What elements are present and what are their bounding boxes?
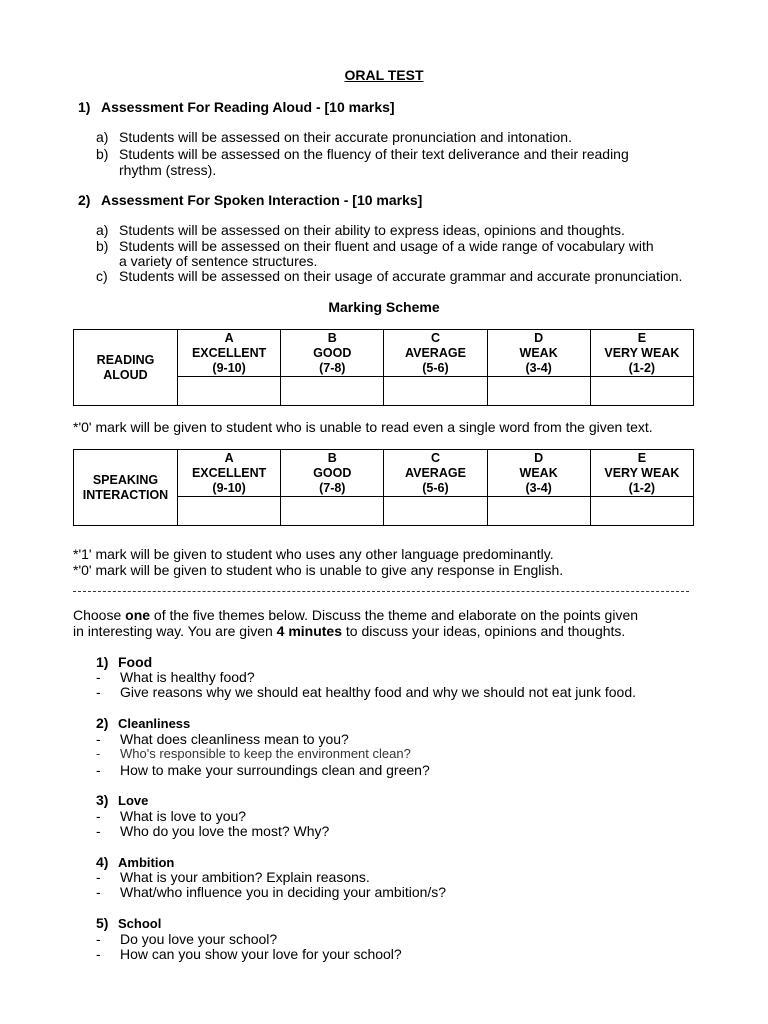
theme-point-text: How to make your surroundings clean and green?: [120, 762, 430, 778]
grade-range: (7-8): [319, 481, 346, 495]
theme-2-number: 2): [96, 715, 109, 731]
theme-1-name: Food: [118, 654, 153, 670]
theme-3-point-1: [96, 808, 246, 824]
grade-range: (9-10): [212, 481, 246, 495]
grade-label: EXCELLENT: [191, 466, 267, 480]
theme-4-point-2: [96, 884, 446, 900]
section-2-item-b-text-line1: Students will be assessed on their fluent and usage of a wide range of vocabulary with: [119, 238, 654, 254]
grade-range: (3-4): [525, 361, 552, 375]
grade-b-header: [281, 330, 384, 377]
grade-label: AVERAGE: [405, 346, 466, 360]
theme-point-text: What is your ambition? Explain reasons.: [120, 869, 370, 885]
section-2-item-a-text: Students will be assessed on their ability to express ideas, opinions and thoughts.: [119, 222, 625, 238]
page-title: ORAL TEST: [344, 67, 424, 83]
speaking-note-2: *'0' mark will be given to student who is unable to give any response in English.: [73, 562, 564, 578]
mark-cell-e: [590, 497, 693, 526]
grade-range: (9-10): [212, 361, 246, 375]
grade-a-header: [178, 330, 281, 377]
grade-a-header: [178, 450, 281, 497]
grade-letter: C: [430, 331, 440, 345]
theme-3-name: Love: [118, 793, 149, 808]
grade-letter: D: [534, 451, 544, 465]
mark-cell-d: [487, 497, 590, 526]
theme-5-point-2: [96, 946, 402, 962]
grade-label: VERY WEAK: [604, 346, 680, 360]
row-header-line2: ALOUD: [103, 367, 148, 382]
bullet-dash: -: [96, 731, 101, 747]
section-1-number: 1): [78, 99, 91, 115]
mark-cell-c: [384, 497, 487, 526]
theme-point-text: What is healthy food?: [120, 669, 255, 685]
mark-cell-e: [590, 377, 693, 406]
section-1-item-a-letter: a): [96, 129, 109, 145]
grade-range: (5-6): [422, 361, 449, 375]
grade-letter: B: [327, 451, 337, 465]
grade-e-header: [590, 330, 693, 377]
mark-cell-d: [487, 377, 590, 406]
section-2-number: 2): [78, 192, 91, 208]
grade-label: GOOD: [313, 346, 352, 360]
speaking-interaction-row-header: [74, 450, 178, 526]
theme-point-text: Give reasons why we should eat healthy food and why we should not eat junk food.: [120, 684, 636, 700]
row-header-line2: INTERACTION: [82, 487, 169, 502]
section-2-heading: Assessment For Spoken Interaction - [10 marks]: [101, 192, 423, 208]
instructions-emphasis: one: [125, 607, 151, 623]
instructions-text: in interesting way. You are given: [73, 623, 277, 639]
instructions-line-1: [73, 607, 638, 623]
section-1-item-b-text-line1: Students will be assessed on the fluency of their text deliverance and their reading: [119, 146, 629, 162]
theme-2-point-1: [96, 731, 349, 747]
theme-4-point-1: [96, 869, 370, 885]
marking-scheme-title: Marking Scheme: [328, 299, 440, 315]
grade-label: GOOD: [313, 466, 352, 480]
grade-letter: E: [637, 451, 647, 465]
grade-c-header: [384, 450, 487, 497]
grade-d-header: [487, 450, 590, 497]
row-header-line1: SPEAKING: [92, 472, 159, 487]
theme-3-point-2: [96, 823, 329, 839]
theme-4-name: Ambition: [118, 855, 175, 870]
bullet-dash: -: [96, 823, 101, 839]
bullet-dash: -: [96, 884, 101, 900]
bullet-dash: -: [96, 669, 101, 685]
grade-label: VERY WEAK: [604, 466, 680, 480]
grade-letter: C: [430, 451, 440, 465]
speaking-note-1: *'1' mark will be given to student who uses any other language predominantly.: [73, 546, 554, 562]
reading-aloud-note: *'0' mark will be given to student who is unable to read even a single word from the given text.: [73, 419, 653, 435]
grade-letter: E: [637, 331, 647, 345]
reading-aloud-marking-table: [73, 329, 694, 406]
theme-point-text: What is love to you?: [120, 808, 247, 824]
theme-5-name: School: [118, 916, 162, 931]
section-1-item-a-text: Students will be assessed on their accurate pronunciation and intonation.: [119, 129, 572, 145]
section-2-item-a-letter: a): [96, 222, 109, 238]
mark-cell-b: [281, 497, 384, 526]
grade-label: AVERAGE: [405, 466, 466, 480]
mark-cell-a: [178, 497, 281, 526]
grade-label: WEAK: [519, 466, 558, 480]
section-1-item-b-text-line2: rhythm (stress).: [119, 162, 217, 178]
bullet-dash: -: [96, 931, 101, 947]
theme-1-point-2: [96, 684, 636, 700]
theme-4-number: 4): [96, 854, 109, 870]
mark-cell-c: [384, 377, 487, 406]
grade-range: (1-2): [628, 481, 656, 495]
grade-e-header: [590, 450, 693, 497]
theme-point-text: Who do you love the most? Why?: [120, 823, 330, 839]
grade-range: (3-4): [525, 481, 552, 495]
grade-letter: D: [534, 331, 544, 345]
section-1-item-b-letter: b): [96, 146, 109, 162]
grade-letter: A: [224, 331, 234, 345]
mark-cell-a: [178, 377, 281, 406]
grade-label: WEAK: [519, 346, 558, 360]
speaking-interaction-marking-table: [73, 449, 694, 526]
grade-label: EXCELLENT: [191, 346, 267, 360]
row-header-line1: READING: [96, 352, 155, 367]
theme-1-point-1: [96, 669, 255, 685]
mark-cell-b: [281, 377, 384, 406]
grade-range: (7-8): [319, 361, 346, 375]
grade-range: (1-2): [628, 361, 656, 375]
theme-5-number: 5): [96, 915, 109, 931]
theme-2-point-3: [96, 762, 430, 778]
theme-1-number: 1): [96, 654, 109, 670]
bullet-dash: -: [96, 762, 101, 778]
theme-point-text: Who's responsible to keep the environment clean?: [120, 746, 411, 761]
grade-c-header: [384, 330, 487, 377]
instructions-text: of the five themes below. Discuss the theme and elaborate on the points given: [150, 607, 639, 623]
instructions-text: Choose: [73, 607, 126, 623]
grade-b-header: [281, 450, 384, 497]
theme-5-point-1: [96, 931, 277, 947]
grade-letter: B: [327, 331, 337, 345]
theme-point-text: How can you show your love for your school?: [120, 946, 402, 962]
bullet-dash: -: [96, 946, 101, 962]
section-2-item-b-text-line2: a variety of sentence structures.: [119, 253, 318, 269]
instructions-line-2: [73, 623, 625, 639]
instructions-emphasis: 4 minutes: [276, 623, 343, 639]
grade-range: (5-6): [422, 481, 449, 495]
section-2-item-b-letter: b): [96, 238, 109, 254]
section-2-item-c-letter: c): [96, 268, 108, 284]
bullet-dash: -: [96, 746, 101, 761]
reading-aloud-row-header: [74, 330, 178, 406]
grade-d-header: [487, 330, 590, 377]
dashed-divider: [73, 591, 689, 592]
bullet-dash: -: [96, 869, 101, 885]
bullet-dash: -: [96, 808, 101, 824]
theme-point-text: What/who influence you in deciding your ambition/s?: [120, 884, 447, 900]
bullet-dash: -: [96, 684, 101, 700]
theme-2-name: Cleanliness: [118, 716, 191, 731]
theme-3-number: 3): [96, 792, 109, 808]
instructions-text: to discuss your ideas, opinions and thoughts.: [342, 623, 626, 639]
theme-point-text: Do you love your school?: [120, 931, 278, 947]
section-1-heading: Assessment For Reading Aloud - [10 marks]: [101, 99, 395, 115]
theme-2-point-2: [96, 746, 411, 762]
grade-letter: A: [224, 451, 234, 465]
theme-point-text: What does cleanliness mean to you?: [120, 731, 349, 747]
section-2-item-c-text: Students will be assessed on their usage of accurate grammar and accurate pronunciation.: [119, 268, 683, 284]
